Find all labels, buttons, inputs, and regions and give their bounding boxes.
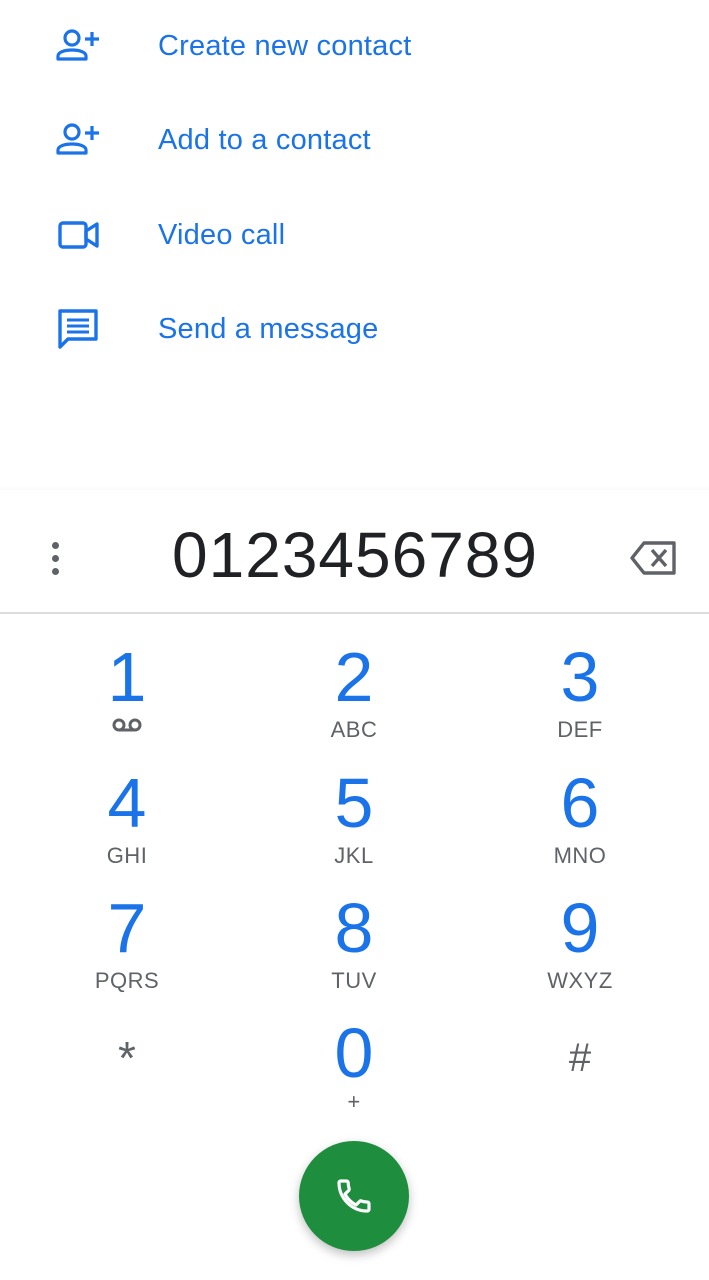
action-label: Add to a contact: [158, 123, 371, 156]
action-label: Create new contact: [158, 29, 412, 62]
key-letters: DEF: [557, 717, 603, 742]
key-1[interactable]: [17, 637, 237, 757]
key-hash[interactable]: [470, 1018, 690, 1138]
key-9[interactable]: [470, 888, 690, 1008]
key-digit: *: [118, 1032, 136, 1084]
key-digit: 2: [334, 638, 374, 716]
key-2[interactable]: [244, 637, 464, 757]
key-letters: PQRS: [94, 968, 160, 993]
message-icon: [54, 305, 102, 353]
key-letters: GHI: [106, 843, 148, 868]
key-letters: TUV: [331, 968, 377, 993]
key-digit: #: [568, 1036, 592, 1080]
key-0[interactable]: [244, 1013, 464, 1133]
send-message-action[interactable]: [0, 289, 709, 369]
videocam-icon: [54, 211, 102, 259]
key-digit: 4: [107, 764, 147, 842]
key-digit: 8: [334, 889, 374, 967]
phone-icon: [334, 1176, 374, 1216]
number-bar: [0, 504, 709, 614]
add-to-contact-action[interactable]: [0, 100, 709, 180]
action-label: Video call: [158, 218, 286, 251]
key-3[interactable]: [470, 637, 690, 757]
key-8[interactable]: [244, 888, 464, 1008]
dialed-number[interactable]: 0123456789: [172, 519, 538, 591]
voicemail-icon: [17, 713, 237, 739]
create-new-contact-action[interactable]: [0, 6, 709, 86]
key-digit: 9: [560, 889, 600, 967]
more-options-button[interactable]: [38, 538, 72, 578]
key-letters: MNO: [553, 843, 607, 868]
person-add-icon: [54, 116, 102, 164]
key-letters: WXYZ: [547, 968, 613, 993]
more-vert-icon: [52, 542, 59, 549]
key-letters: JKL: [334, 843, 374, 868]
key-digit: 3: [560, 638, 600, 716]
key-digit: 7: [107, 889, 147, 967]
backspace-button[interactable]: [630, 540, 678, 576]
key-digit: 0: [334, 1014, 374, 1092]
key-letters: +: [347, 1089, 361, 1114]
key-7[interactable]: [17, 888, 237, 1008]
call-button[interactable]: [299, 1141, 409, 1251]
key-digit: 5: [334, 764, 374, 842]
key-5[interactable]: [244, 763, 464, 883]
key-letters: ABC: [330, 717, 378, 742]
backspace-icon: [630, 540, 678, 576]
action-label: Send a message: [158, 312, 379, 345]
person-add-icon: [54, 22, 102, 70]
key-digit: 6: [560, 764, 600, 842]
key-star[interactable]: [17, 1018, 237, 1138]
key-6[interactable]: [470, 763, 690, 883]
video-call-action[interactable]: [0, 195, 709, 275]
key-4[interactable]: [17, 763, 237, 883]
key-digit: 1: [107, 638, 147, 716]
